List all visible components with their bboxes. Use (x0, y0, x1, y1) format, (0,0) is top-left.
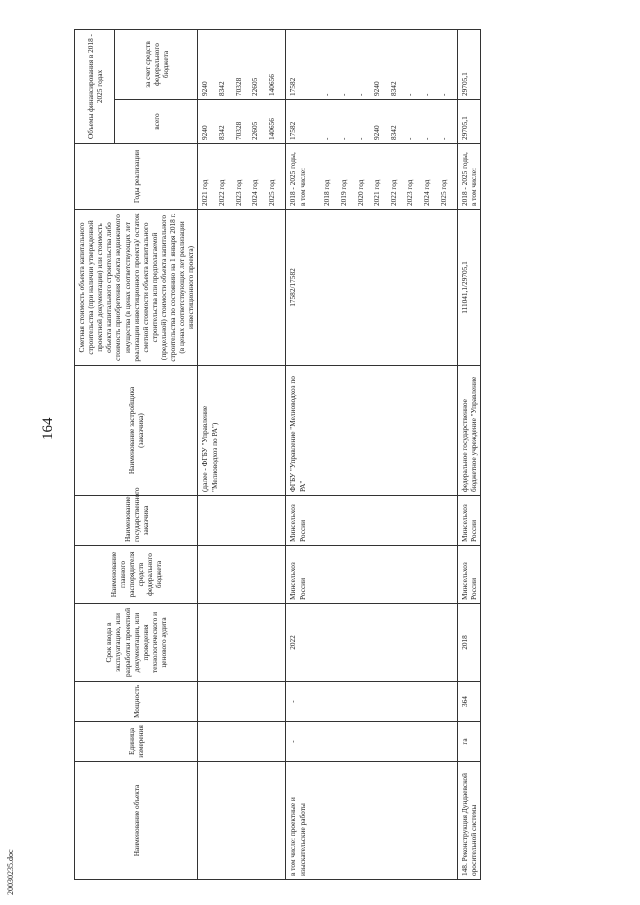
footer-filename: 20030235.doc (6, 849, 15, 895)
row148-total: 29705,1 (458, 100, 481, 144)
sub-customer: Минсельхоз России (286, 496, 458, 546)
sub-manager: Минсельхоз России (286, 546, 458, 604)
sub-total: 17582 - - - 9240 8342 - - - (286, 100, 458, 144)
header-years: Годы реализации (75, 144, 198, 210)
row148-federal: 29705,1 (458, 29, 481, 99)
sub-deadline: 2022 (286, 604, 458, 682)
header-capacity: Мощность (75, 682, 198, 722)
header-row-1 (75, 29, 115, 879)
cont-federal: 9240 8342 70328 22605 140656 (198, 29, 286, 99)
table-row-148 (458, 29, 481, 879)
header-federal: за счет средств федерального бюджета (115, 29, 198, 99)
header-manager: Наименование главного распорядителя средств федерального бюджета (75, 546, 198, 604)
rotated-table-wrapper (74, 30, 634, 880)
row148-developer: федеральное государственное бюджетное учреждение "Управление (458, 366, 481, 496)
sub-capacity: - (286, 682, 458, 722)
table-row-continuation (198, 29, 286, 879)
header-deadline: Срок ввода в эксплуатацию, или разработки проектной документации, или проведения технологического и ценового аудита (75, 604, 198, 682)
sub-federal: 17582 - - - 9240 8342 - - - (286, 29, 458, 99)
investment-table (74, 29, 481, 880)
table-row-subitem (286, 29, 458, 879)
page-number: 164 (40, 417, 56, 440)
cont-total: 9240 8342 70328 22605 140656 (198, 100, 286, 144)
row148-years: 2018 - 2025 годы, в том числе: (458, 144, 481, 210)
row148-cost: 111041,1/29705,1 (458, 210, 481, 366)
header-cost: Сметная стоимость объекта капитального строительства (при наличии утвержденной проектной документации) или стоимость объекта капитального строительства либо стоимость приобретения объекта недвижимого имущества (в ценах соответствующих лет реализации инвестиционного проекта)/ остаток сметной стоимости объекта капитального строительства или предполагаемой (предельной) стоимости объекта капитального строительства по состоянию на 1 января 2018 г. (в ценах соответствующих лет реализации инвестиционного проекта) (75, 210, 198, 366)
row148-customer: Минсельхоз России (458, 496, 481, 546)
cont-years: 2021 год 2022 год 2023 год 2024 год 2025 год (198, 144, 286, 210)
row148-capacity: 364 (458, 682, 481, 722)
cont-developer: (далее - ФГБУ "Управление "Мелиоводхоз по РА") (198, 366, 286, 496)
row148-deadline: 2018 (458, 604, 481, 682)
row148-name: 148. Реконструкция Дундаевской оросительной системы (458, 762, 481, 880)
sub-cost: 17582/17582 (286, 210, 458, 366)
header-customer: Наименование государственного заказчика (75, 496, 198, 546)
header-funding: Объемы финансирования в 2018 - 2025 годах (75, 29, 115, 143)
sub-years: 2018 - 2025 годы, в том числе: 2018 год 2019 год 2020 год 2021 год 2022 год 2023 год 2024 год 2025 год (286, 144, 458, 210)
row148-manager: Минсельхоз России (458, 546, 481, 604)
sub-developer: ФГБУ "Управление "Мелиоводхоз по РА" (286, 366, 458, 496)
row148-unit: га (458, 722, 481, 762)
header-name: Наименование объекта (75, 762, 198, 880)
row148-number: 148. (460, 863, 470, 876)
sub-unit: - (286, 722, 458, 762)
header-developer: Наименование застройщика (заказчика) (75, 366, 198, 496)
header-unit: Единица измерения (75, 722, 198, 762)
sub-name: в том числе: проектные и изыскательские работы (286, 762, 458, 880)
header-total: всего (115, 100, 198, 144)
